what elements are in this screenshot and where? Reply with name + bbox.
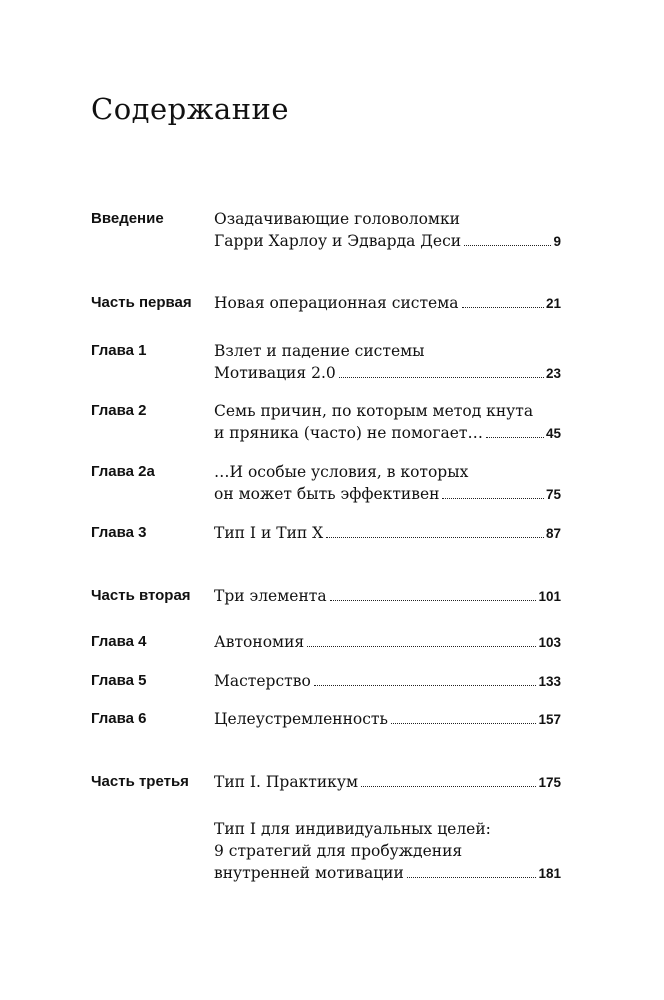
toc-text [214, 818, 561, 885]
toc-label: Глава 2 [91, 402, 147, 419]
toc-line: внутренней мотивации [214, 864, 404, 882]
toc-text [214, 208, 561, 253]
toc-label: Глава 5 [91, 672, 147, 689]
toc-label: Часть третья [91, 773, 189, 790]
page-number: 23 [545, 366, 561, 381]
page-number: 45 [545, 426, 561, 441]
toc-text [214, 400, 561, 445]
leader-dots [314, 684, 537, 686]
toc-label: Глава 4 [91, 633, 147, 650]
toc-text [214, 585, 561, 608]
leader-dots [307, 645, 536, 647]
toc-label: Глава 2а [91, 463, 155, 480]
toc-line: Целеустремленность [214, 710, 388, 728]
leader-dots [442, 497, 544, 499]
toc-line: Гарри Харлоу и Эдварда Деси [214, 232, 462, 250]
toc-text [214, 292, 561, 315]
leader-dots [464, 244, 551, 246]
page-number: 9 [553, 234, 561, 249]
toc-text [214, 771, 561, 794]
toc-line: Автономия [214, 633, 305, 651]
toc-text [214, 340, 561, 385]
toc-line: он может быть эффективен [214, 485, 440, 503]
page-number: 75 [545, 487, 561, 502]
leader-dots [330, 599, 537, 601]
page-number: 181 [538, 866, 561, 881]
toc-line: Мотивация 2.0 [214, 364, 336, 382]
toc-line: …И особые условия, в которых [214, 463, 469, 481]
toc-text [214, 461, 561, 506]
page-title: Содержание [91, 92, 290, 126]
toc-line: Семь причин, по которым метод кнута [214, 402, 534, 420]
toc-label: Глава 1 [91, 342, 147, 359]
toc-line: Озадачивающие головоломки [214, 210, 461, 228]
page-number: 175 [538, 775, 561, 790]
toc-label: Глава 3 [91, 524, 147, 541]
toc-label: Часть первая [91, 294, 192, 311]
toc-line: Мастерство [214, 672, 311, 690]
page-number: 87 [545, 526, 561, 541]
toc-text [214, 631, 561, 654]
leader-dots [361, 785, 536, 787]
leader-dots [326, 536, 544, 538]
toc-label: Введение [91, 210, 164, 227]
page-number: 21 [545, 296, 561, 311]
page-number: 101 [538, 589, 561, 604]
toc-line: 9 стратегий для пробуждения [214, 842, 463, 860]
toc-line: Тип I. Практикум [214, 773, 359, 791]
toc-line: Новая операционная система [214, 294, 459, 312]
page-number: 133 [538, 674, 561, 689]
page-number: 157 [538, 712, 561, 727]
toc-text [214, 670, 561, 693]
leader-dots [407, 876, 537, 878]
toc-line: Тип I и Тип X [214, 524, 324, 542]
toc-label: Глава 6 [91, 710, 147, 727]
toc-text [214, 522, 561, 545]
page-number: 103 [538, 635, 561, 650]
leader-dots [339, 376, 544, 378]
leader-dots [462, 306, 544, 308]
leader-dots [391, 722, 537, 724]
toc-line: Тип I для индивидуальных целей: [214, 820, 491, 838]
toc-label: Часть вторая [91, 587, 191, 604]
toc-line: Три элемента [214, 587, 327, 605]
leader-dots [486, 436, 544, 438]
toc-text [214, 708, 561, 731]
toc-line: и пряника (часто) не помогает… [214, 424, 483, 442]
toc-line: Взлет и падение системы [214, 342, 425, 360]
